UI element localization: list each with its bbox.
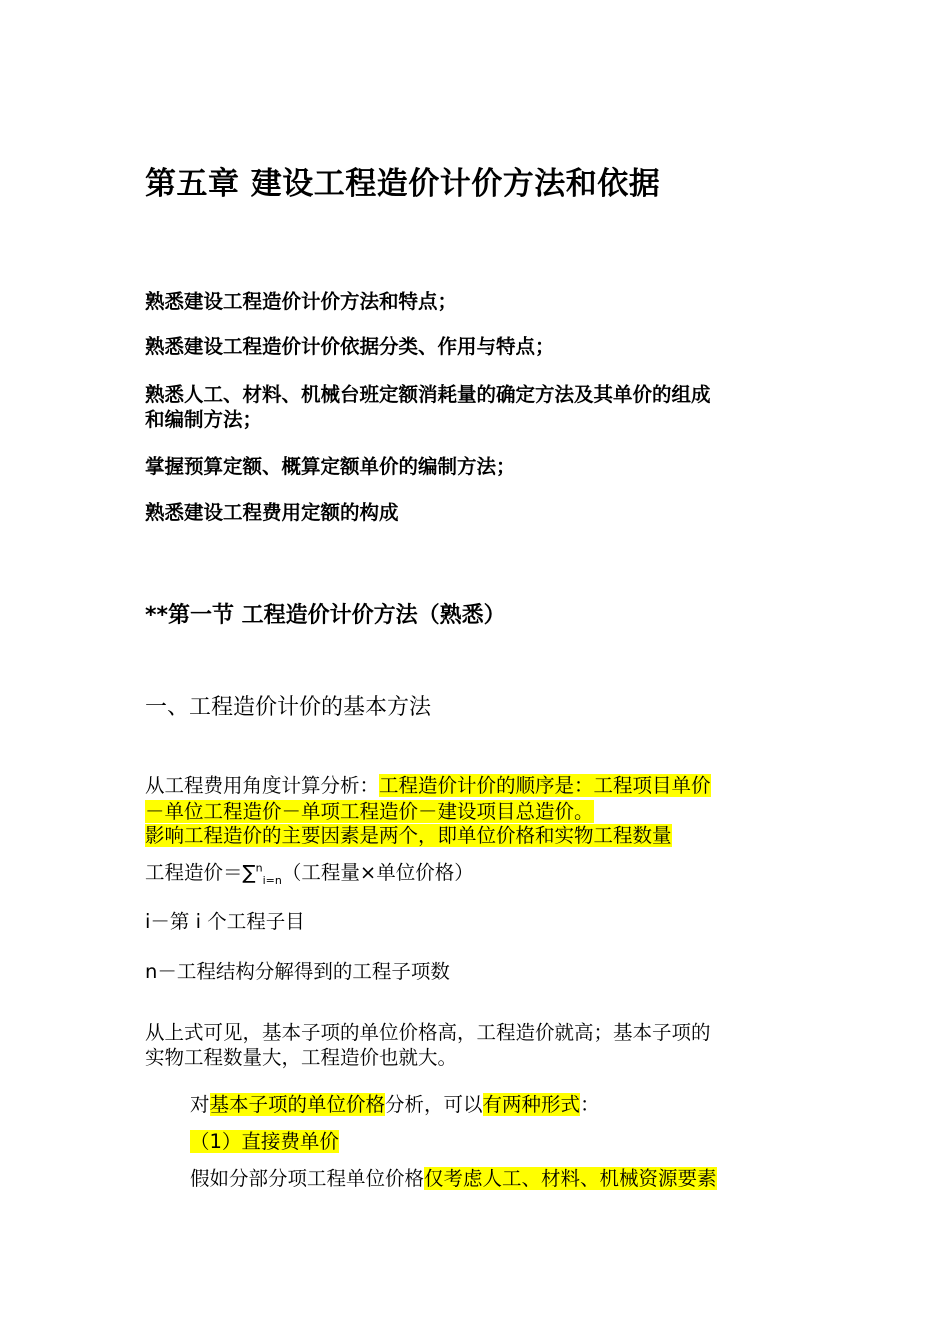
formula-lhs: 工程造价＝∑ xyxy=(145,861,256,884)
goal-item-continued: 和编制方法； xyxy=(145,408,263,431)
list-item xyxy=(190,1126,339,1154)
paragraph-line xyxy=(190,1163,717,1191)
formula-rhs: （工程量×单位价格） xyxy=(281,861,474,884)
highlighted-text: 有两种形式 xyxy=(482,1093,581,1116)
paragraph-line xyxy=(190,1089,600,1117)
paragraph-text: 假如分部分项工程单位价格 xyxy=(190,1167,425,1190)
highlighted-text: 基本子项的单位价格 xyxy=(209,1093,386,1116)
paragraph-line xyxy=(145,770,711,798)
goal-item: 熟悉建设工程造价计价依据分类、作用与特点； xyxy=(145,335,555,358)
formula-sup: n xyxy=(255,861,263,875)
paragraph-line: 从上式可见，基本子项的单位价格高，工程造价就高；基本子项的 xyxy=(145,1021,711,1044)
highlighted-text: －单位工程造价－单项工程造价－建设项目总造价。 xyxy=(145,800,594,823)
paragraph-text: 从工程费用角度计算分析： xyxy=(145,774,380,797)
highlighted-text: 工程造价计价的顺序是：工程项目单价 xyxy=(379,774,711,797)
highlighted-text: 影响工程造价的主要因素是两个，即单位价格和实物工程数量 xyxy=(145,824,672,847)
section-title: **第一节 工程造价计价方法（熟悉） xyxy=(145,603,506,628)
paragraph-line: 实物工程数量大，工程造价也就大。 xyxy=(145,1046,458,1069)
paragraph-text: 分析，可以 xyxy=(385,1093,483,1116)
formula xyxy=(145,857,474,887)
subsection-title: 一、工程造价计价的基本方法 xyxy=(145,695,432,720)
goal-item: 熟悉建设工程造价计价方法和特点； xyxy=(145,290,458,313)
definition-n: n－工程结构分解得到的工程子项数 xyxy=(145,960,450,983)
formula-sub: i=n xyxy=(262,873,282,887)
paragraph-text: 对 xyxy=(190,1093,210,1116)
page-title: 第五章 建设工程造价计价方法和依据 xyxy=(145,166,661,202)
definition-i: i－第 i 个工程子目 xyxy=(145,910,305,933)
paragraph-line xyxy=(145,820,672,848)
paragraph-text: ： xyxy=(580,1093,600,1116)
goal-item: 掌握预算定额、概算定额单价的编制方法； xyxy=(145,455,516,478)
highlighted-text: （1）直接费单价 xyxy=(190,1130,339,1153)
goal-item: 熟悉人工、材料、机械台班定额消耗量的确定方法及其单价的组成 xyxy=(145,383,711,406)
highlighted-text: 仅考虑人工、材料、机械资源要素 xyxy=(424,1167,717,1190)
goal-item: 熟悉建设工程费用定额的构成 xyxy=(145,501,399,524)
